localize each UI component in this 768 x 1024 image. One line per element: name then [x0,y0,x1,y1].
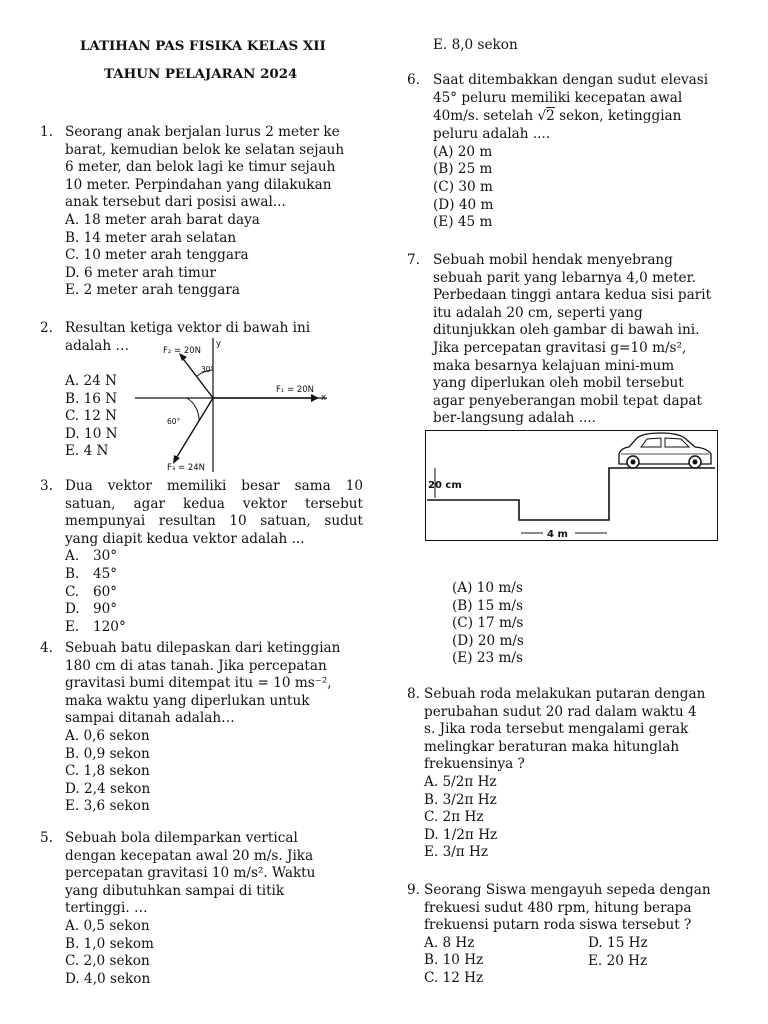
option-e: E. 4 N [65,443,109,460]
question-number: 6. [407,72,420,88]
option-c: C. 2π Hz [424,809,484,826]
page-subtitle: TAHUN PELAJARAN 2024 [104,66,298,82]
option-d: D. 10 N [65,425,118,442]
angle-label-60: 60° [167,417,181,426]
option-c: C. 12 Hz [424,969,484,986]
option-c: C. 12 N [65,408,118,425]
question-stem: Dua vektor memiliki besar sama 10 satuan, agar kedua vektor tersebut mempunyai resultan 10 satuan, sudut yang diapit kedua vektor adalah ... A. 30° B. 45° C. 60° D. 90° E. 120° [65,478,363,635]
question-number: 4. [40,640,53,656]
question-stem: Sebuah mobil hendak menyebrang sebuah parit yang lebarnya 4,0 meter. Perbedaan tinggi antara kedua sisi parit itu adalah 20 cm, seperti yang ditunjukkan oleh gambar di bawah ini. Jika percepatan gravitasi g=10 m/s², maka besarnya kelajuan mini-mum yang diperlukan oleh mobil tersebut agar penyeberangan mobil tepat dapat ber-langsung adalah .... [433,252,712,427]
options [65,373,118,461]
option-d: D. 90° [65,601,118,618]
option-d: (D) 40 m [433,196,494,213]
option-b: B. 16 N [65,390,118,407]
y-axis-label: y [216,339,222,349]
question-stem: Seorang anak berjalan lurus 2 meter ke barat, kemudian belok ke selatan sejauh 6 meter, dan belok lagi ke timur sejauh 10 meter. Perpindahan yang dilakukan anak tersebut dari posisi awal... A. 18 meter arah barat daya B. 14 meter arah selatan C. 10 meter arah tenggara D. 6 meter arah timur E. 2 meter arah tenggara [65,124,345,299]
question-number: 7. [407,252,420,268]
question-stem: Sebuah roda melakukan putaran dengan perubahan sudut 20 rad dalam waktu 4 s. Jika roda tersebut mengalami gerak melingkar beraturan maka hitunglah frekuensinya ? A. 5/2π Hz B. 3/2π Hz C. 2π Hz D. 1/2π Hz E. 3/π Hz [424,686,706,861]
question-number: 1. [40,124,53,140]
option-d: D. 6 meter arah timur [65,264,217,281]
question-stem: Saat ditembakkan dengan sudut elevasi 45° peluru memiliki kecepatan awal 40m/s. setelah √2 sekon, ketinggian peluru adalah .... (A) 20 m (B) 25 m (C) 30 m (D) 40 m (E) 45 m [433,72,709,231]
option-e: (E) 45 m [433,214,493,231]
q7-options [452,580,524,668]
question-stem: Sebuah bola dilemparkan vertical dengan kecepatan awal 20 m/s. Jika percepatan gravitasi 10 m/s². Waktu yang dibutuhkan sampai di titik tertinggi. … A. 0,5 sekon B. 1,0 sekom C. 2,0 sekon D. 4,0 sekon [65,830,316,987]
option-a: A. 30° [65,548,118,565]
option-e: E. 3,6 sekon [65,798,150,815]
question-stem: Sebuah batu dilepaskan dari ketinggian 180 cm di atas tanah. Jika percepatan gravitasi bumi ditempat itu = 10 ms⁻², maka waktu yang diperlukan untuk sampai ditanah adalah… A. 0,6 sekon B. 0,9 sekon C. 1,8 sekon D. 2,4 sekon E. 3,6 sekon [65,640,341,815]
option-b: B. 10 Hz [424,952,484,969]
f1-label: F₁ = 20N [276,385,314,395]
option-b: (B) 25 m [433,161,493,178]
option-a: (A) 10 m/s [452,580,523,596]
option-c: C. 10 meter arah tenggara [65,247,249,264]
question-stem: Resultan ketiga vektor di bawah ini adalah … [65,320,311,354]
page-title: LATIHAN PAS FISIKA KELAS XII [80,38,326,54]
vector-diagram [135,336,330,474]
question-number: 9. [407,882,420,898]
option-b: (B) 15 m/s [452,597,523,614]
option-d: D. 15 Hz [588,935,648,951]
question-number: 8. [407,686,420,702]
question-number: 2. [40,320,53,336]
option-a: (A) 20 m [433,143,493,160]
f2-label: F₂ = 20N [163,346,201,356]
option-a: A. 8 Hz [424,934,475,951]
option-c: C. 2,0 sekon [65,953,150,970]
option-b: B. 45° [65,565,118,582]
option-a: A. 18 meter arah barat daya [65,211,260,228]
width-label: 4 m [547,529,568,540]
option-a: A. 0,6 sekon [65,727,150,744]
option-b: B. 1,0 sekom [65,935,154,952]
option-e: E. 2 meter arah tenggara [65,282,240,299]
x-axis-label: x [321,393,327,403]
option-c: C. 1,8 sekon [65,763,150,780]
height-label: 20 cm [428,480,462,491]
sqrt-value: 2 [546,108,555,125]
option-a: A. 5/2π Hz [424,773,497,790]
q5-option-e: E. 8,0 sekon [433,37,518,53]
option-c: (C) 17 m/s [452,615,524,632]
option-a: A. 24 N [65,373,117,389]
ditch-diagram [425,430,719,542]
question-9 [407,882,737,992]
option-c: (C) 30 m [433,178,493,195]
option-e: (E) 23 m/s [452,650,523,667]
sqrt-symbol: √ [537,108,547,125]
option-b: B. 14 meter arah selatan [65,229,237,246]
option-b: B. 0,9 sekon [65,745,150,762]
options-right [588,935,648,970]
f3-label: F₃ = 24N [167,463,205,473]
option-d: (D) 20 m/s [452,632,524,649]
question-number: 5. [40,830,53,846]
option-e: E. 120° [65,618,126,635]
option-e: E. 3/π Hz [424,844,489,861]
angle-label-30: 30° [201,365,215,374]
option-d: D. 2,4 sekon [65,780,151,797]
option-c: C. 60° [65,583,118,600]
question-number: 3. [40,478,53,494]
option-a: A. 0,5 sekon [65,917,150,934]
option-b: B. 3/2π Hz [424,791,497,808]
option-d: D. 1/2π Hz [424,826,498,843]
question-stem: Seorang Siswa mengayuh sepeda dengan frekuesi sudut 480 rpm, hitung berapa frekuensi putarn roda siswa tersebut ? A. 8 Hz B. 10 Hz C. 12 Hz [424,882,711,986]
option-e: E. 20 Hz [588,952,648,969]
option-d: D. 4,0 sekon [65,970,151,987]
